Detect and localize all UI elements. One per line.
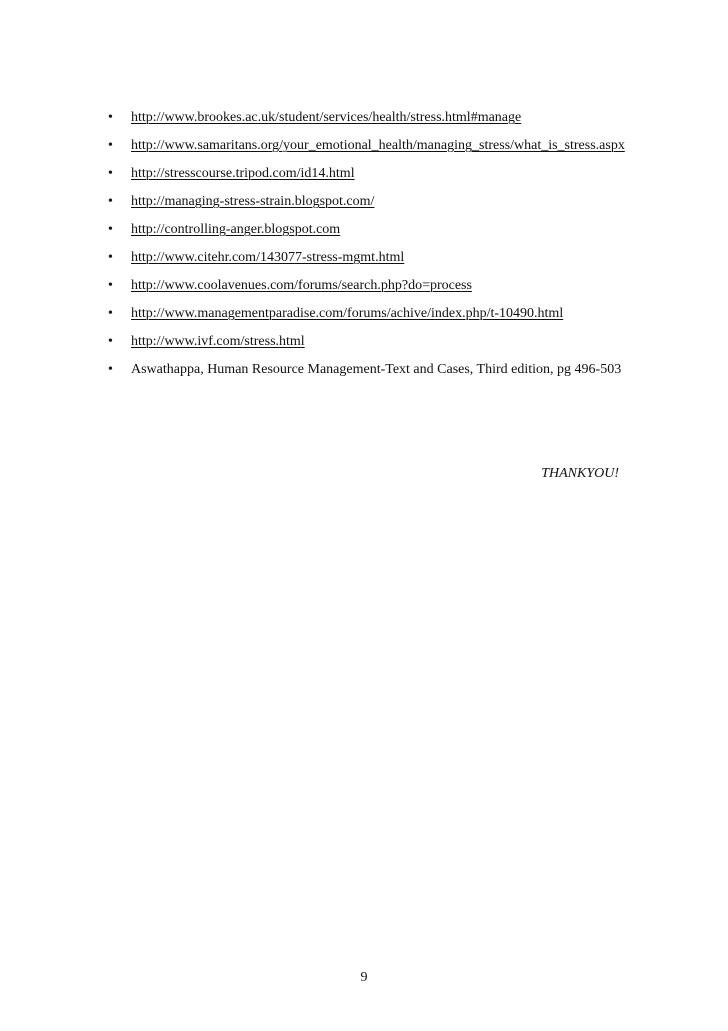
bullet-icon: • [108,362,113,377]
reference-link[interactable]: http://controlling-anger.blogspot.com [131,222,341,237]
reference-item [108,272,628,300]
bullet-icon: • [108,306,113,321]
reference-item [108,188,628,216]
reference-citation: Aswathappa, Human Resource Management-Text and Cases, Third edition, pg 496-503 [131,362,622,377]
reference-link[interactable]: http://www.coolavenues.com/forums/search.php?do=process [131,278,472,293]
reference-item [108,356,628,384]
bullet-icon: • [108,110,113,125]
bullet-icon: • [108,250,113,265]
reference-link[interactable]: http://managing-stress-strain.blogspot.com/ [131,194,375,209]
reference-list [108,104,628,384]
reference-link[interactable]: http://www.samaritans.org/your_emotional_health/managing_stress/what_is_stress.aspx [131,138,625,153]
reference-item [108,216,628,244]
closing-text: THANKYOU! [541,466,619,481]
reference-item [108,300,628,328]
bullet-icon: • [108,194,113,209]
reference-link[interactable]: http://www.brookes.ac.uk/student/services/health/stress.html#manage [131,110,522,125]
reference-item [108,328,628,356]
reference-item [108,132,628,160]
reference-item [108,244,628,272]
bullet-icon: • [108,138,113,153]
bullet-icon: • [108,222,113,237]
reference-item [108,104,628,132]
reference-item [108,160,628,188]
reference-link[interactable]: http://www.ivf.com/stress.html [131,334,305,349]
reference-link[interactable]: http://www.citehr.com/143077-stress-mgmt.html [131,250,405,265]
bullet-icon: • [108,278,113,293]
bullet-icon: • [108,334,113,349]
reference-link[interactable]: http://stresscourse.tripod.com/id14.html [131,166,355,181]
reference-link[interactable]: http://www.managementparadise.com/forums/achive/index.php/t-10490.html [131,306,564,321]
bullet-icon: • [108,166,113,181]
page-number: 9 [360,970,368,985]
